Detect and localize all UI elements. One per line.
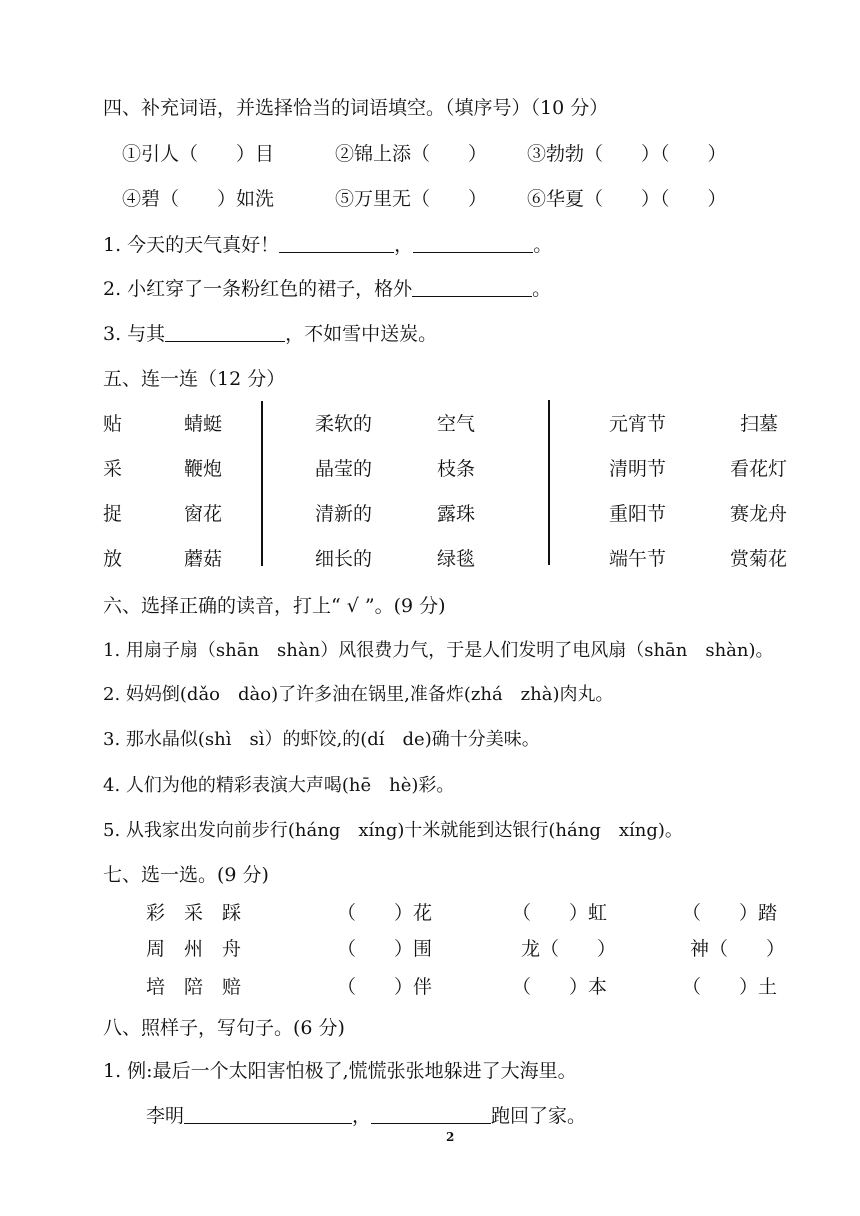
idiom-item-2: ②锦上添（ ）	[335, 143, 488, 165]
fill-question-3-end: ，不如雪中送炭。	[285, 323, 438, 345]
choice-blank-1b[interactable]: （ ）虹	[512, 902, 608, 924]
answer-blank[interactable]	[165, 323, 285, 342]
column-divider	[548, 400, 550, 565]
match-g3-left-4: 端午节	[609, 548, 667, 570]
period: 。	[532, 278, 552, 300]
idiom-item-1: ①引人（ ）目	[122, 143, 275, 165]
match-g2-left-2: 晶莹的	[315, 458, 373, 480]
pinyin-question-1: 1. 用扇子扇（shān shàn）风很费力气，于是人们发明了电风扇（shān shàn)。	[103, 640, 774, 661]
idiom-item-4: ④碧（ ）如洗	[122, 188, 275, 210]
choice-blank-1c[interactable]: （ ）踏	[682, 902, 778, 924]
match-g2-left-1: 柔软的	[315, 413, 373, 435]
pinyin-question-3: 3. 那水晶似(shì sì）的虾饺,的(dí de)确十分美味。	[103, 729, 540, 750]
match-g1-right-4: 蘑菇	[184, 548, 223, 570]
idiom-item-3: ③勃勃（ ）（ ）	[527, 143, 727, 165]
fill-question-3-text: 3. 与其	[103, 323, 166, 345]
fill-question-3	[103, 319, 437, 346]
fill-question-2-text: 2. 小红穿了一条粉红色的裙子，格外	[103, 278, 413, 300]
answer-blank[interactable]	[279, 234, 394, 253]
char-group-2: 周 州 舟	[146, 938, 242, 960]
period: 。	[533, 234, 553, 256]
choice-blank-2b[interactable]: 龙（ ）	[521, 938, 617, 960]
match-g1-right-3: 窗花	[184, 503, 223, 525]
match-g3-right-3: 赛龙舟	[730, 503, 788, 525]
match-g1-left-1: 贴	[103, 413, 123, 435]
char-group-3: 培 陪 赔	[146, 976, 242, 998]
match-g3-left-2: 清明节	[609, 458, 667, 480]
answer-blank[interactable]	[184, 1105, 352, 1124]
pinyin-question-4: 4. 人们为他的精彩表演大声喝(hē hè)彩。	[103, 775, 455, 796]
section6-title: 六、选择正确的读音，打上“ √ ”。(9 分)	[103, 595, 446, 617]
match-g3-right-4: 赏菊花	[730, 548, 788, 570]
match-g3-right-2: 看花灯	[730, 458, 788, 480]
answer-blank[interactable]	[371, 1105, 491, 1124]
sentence-answer	[146, 1101, 586, 1128]
fill-question-1-text: 1. 今天的天气真好！	[103, 234, 280, 256]
comma: ，	[394, 234, 414, 256]
pinyin-question-5: 5. 从我家出发向前步行(háng xíng)十米就能到达银行(háng xíng)。	[103, 820, 683, 841]
column-divider	[261, 401, 263, 566]
choice-blank-3c[interactable]: （ ）土	[682, 976, 778, 998]
choice-blank-2a[interactable]: （ ）围	[337, 938, 433, 960]
choice-blank-2c[interactable]: 神（ ）	[690, 938, 786, 960]
match-g1-right-2: 鞭炮	[184, 458, 223, 480]
section8-title: 八、照样子，写句子。(6 分)	[103, 1017, 345, 1039]
choice-blank-3b[interactable]: （ ）本	[512, 976, 608, 998]
fill-question-1	[103, 230, 552, 257]
answer-blank[interactable]	[412, 278, 532, 297]
pinyin-question-2: 2. 妈妈倒(dǎo dào)了许多油在锅里,准备炸(zhá zhà)肉丸。	[103, 684, 614, 705]
match-g2-right-4: 绿毯	[437, 548, 476, 570]
match-g2-right-1: 空气	[437, 413, 476, 435]
sentence-end: 跑回了家。	[491, 1105, 587, 1127]
match-g1-right-1: 蜻蜓	[184, 413, 223, 435]
answer-blank[interactable]	[413, 234, 533, 253]
page-number: 2	[446, 1130, 455, 1144]
match-g3-right-1: 扫墓	[740, 413, 779, 435]
comma: ，	[352, 1105, 372, 1127]
section5-title: 五、连一连（12 分）	[103, 368, 286, 390]
match-g3-left-3: 重阳节	[609, 503, 667, 525]
match-g2-right-2: 枝条	[437, 458, 476, 480]
match-g1-left-3: 捉	[103, 503, 123, 525]
match-g1-left-4: 放	[103, 548, 123, 570]
idiom-item-6: ⑥华夏（ ）（ ）	[527, 188, 727, 210]
choice-blank-3a[interactable]: （ ）伴	[337, 976, 433, 998]
sentence-subject: 李明	[146, 1105, 185, 1127]
idiom-item-5: ⑤万里无（ ）	[335, 188, 488, 210]
example-sentence: 1. 例:最后一个太阳害怕极了,慌慌张张地躲进了大海里。	[103, 1060, 577, 1082]
match-g1-left-2: 采	[103, 458, 123, 480]
match-g2-left-3: 清新的	[315, 503, 373, 525]
section7-title: 七、选一选。(9 分)	[103, 864, 269, 886]
section4-title: 四、补充词语，并选择恰当的词语填空。（填序号）（10 分）	[103, 97, 609, 119]
choice-blank-1a[interactable]: （ ）花	[337, 902, 433, 924]
char-group-1: 彩 采 踩	[146, 902, 242, 924]
fill-question-2	[103, 274, 551, 301]
match-g2-right-3: 露珠	[437, 503, 476, 525]
match-g2-left-4: 细长的	[315, 548, 373, 570]
match-g3-left-1: 元宵节	[609, 413, 667, 435]
